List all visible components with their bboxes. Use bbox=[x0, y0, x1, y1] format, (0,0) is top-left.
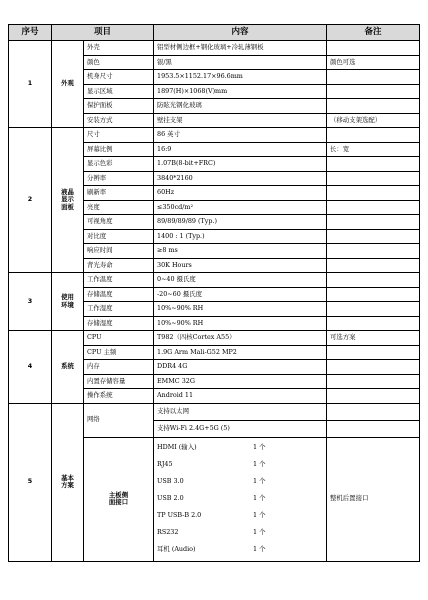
item-note: （移动支架选配） bbox=[327, 113, 420, 128]
port-count: 1 个 bbox=[253, 511, 266, 520]
port-name: RJ45 bbox=[157, 460, 173, 469]
item-value: 1400 : 1 (Typ.) bbox=[154, 229, 327, 244]
item-label: 保护面板 bbox=[84, 99, 154, 114]
item-note bbox=[327, 389, 420, 404]
item-note bbox=[327, 171, 420, 186]
category-line: 基本 bbox=[61, 473, 74, 482]
section-number: 5 bbox=[9, 403, 52, 561]
section-category bbox=[52, 403, 84, 561]
item-note bbox=[327, 70, 420, 85]
item-label: 内置存储容量 bbox=[84, 374, 154, 389]
ports-label-line: 主板侧 bbox=[108, 490, 129, 499]
item-note bbox=[327, 244, 420, 259]
table-row bbox=[9, 403, 420, 420]
item-note bbox=[327, 258, 420, 273]
item-label: 显示区域 bbox=[84, 84, 154, 99]
item-note bbox=[327, 360, 420, 375]
section-number: 3 bbox=[9, 273, 52, 331]
item-note: 整机后置接口 bbox=[327, 437, 420, 561]
port-name: USB 2.0 bbox=[157, 494, 184, 503]
port-row bbox=[157, 525, 323, 542]
table-row bbox=[9, 41, 420, 56]
item-note bbox=[327, 273, 420, 288]
item-label: 响应时间 bbox=[84, 244, 154, 259]
table-header bbox=[9, 25, 420, 41]
item-value: 16:9 bbox=[154, 142, 327, 157]
item-note bbox=[327, 345, 420, 360]
category-line: 使用 bbox=[61, 293, 74, 302]
section-category bbox=[52, 273, 84, 331]
item-value: 89/89/89/89 (Typ.) bbox=[154, 215, 327, 230]
item-value: 1.07B(8-bit+FRC) bbox=[154, 157, 327, 172]
ports-list bbox=[154, 437, 327, 561]
port-count: 1 个 bbox=[253, 494, 266, 503]
item-label: 安装方式 bbox=[84, 113, 154, 128]
item-note bbox=[327, 302, 420, 317]
item-value: 10%~90% RH bbox=[154, 302, 327, 317]
header-num: 序号 bbox=[9, 25, 52, 41]
category-line: 方案 bbox=[61, 481, 74, 489]
item-value: 防眩光钢化玻璃 bbox=[154, 99, 327, 114]
item-note bbox=[327, 128, 420, 143]
item-note bbox=[327, 316, 420, 331]
item-value: 1953.5×1152.17×96.6mm bbox=[154, 70, 327, 85]
port-count: 1 个 bbox=[253, 528, 266, 537]
port-name: 耳机 (Audio) bbox=[157, 545, 196, 554]
port-row bbox=[157, 440, 323, 457]
item-value: 30K Hours bbox=[154, 258, 327, 273]
item-note bbox=[327, 99, 420, 114]
item-value: DDR4 4G bbox=[154, 360, 327, 375]
spec-sheet bbox=[8, 24, 419, 562]
item-label: CPU 主频 bbox=[84, 345, 154, 360]
item-label: 屏幕比例 bbox=[84, 142, 154, 157]
ports-label-line: 面接口 bbox=[108, 498, 129, 506]
item-note bbox=[327, 403, 420, 420]
item-label: 外壳 bbox=[84, 41, 154, 56]
item-label: 亮度 bbox=[84, 200, 154, 215]
item-value: 1.9G Arm Mali-G52 MP2 bbox=[154, 345, 327, 360]
category-line: 环境 bbox=[61, 300, 74, 309]
item-label: 显示色彩 bbox=[84, 157, 154, 172]
item-label: CPU bbox=[84, 331, 154, 346]
category-line: 液晶 bbox=[61, 188, 74, 197]
item-note bbox=[327, 229, 420, 244]
item-label: 内存 bbox=[84, 360, 154, 375]
table-row bbox=[9, 331, 420, 346]
port-name: RS232 bbox=[157, 528, 179, 537]
item-note bbox=[327, 420, 420, 437]
item-note bbox=[327, 287, 420, 302]
item-value: ≥8 ms bbox=[154, 244, 327, 259]
ports-label bbox=[84, 437, 154, 561]
header-item: 项目 bbox=[52, 25, 154, 41]
item-value: ≤350cd/m² bbox=[154, 200, 327, 215]
port-row bbox=[157, 457, 323, 474]
port-count: 1 个 bbox=[253, 545, 266, 554]
header-note: 备注 bbox=[327, 25, 420, 41]
item-label: 刷新率 bbox=[84, 186, 154, 201]
port-row bbox=[157, 474, 323, 491]
item-note bbox=[327, 84, 420, 99]
item-value: EMMC 32G bbox=[154, 374, 327, 389]
item-value: 60Hz bbox=[154, 186, 327, 201]
item-label: 机身尺寸 bbox=[84, 70, 154, 85]
item-label: 对比度 bbox=[84, 229, 154, 244]
port-row bbox=[157, 491, 323, 508]
item-note bbox=[327, 374, 420, 389]
item-note bbox=[327, 215, 420, 230]
port-name: TP USB-B 2.0 bbox=[157, 511, 202, 520]
item-note bbox=[327, 200, 420, 215]
item-value: 支持以太网 bbox=[154, 403, 327, 420]
port-name: HDMI (输入) bbox=[157, 443, 197, 452]
header-content: 内容 bbox=[154, 25, 327, 41]
item-label: 尺寸 bbox=[84, 128, 154, 143]
item-label: 背光寿命 bbox=[84, 258, 154, 273]
item-note bbox=[327, 41, 420, 56]
item-label: 存储温度 bbox=[84, 287, 154, 302]
item-value: T982（四核Cortex A55） bbox=[154, 331, 327, 346]
item-label: 可视角度 bbox=[84, 215, 154, 230]
item-note: 可选方案 bbox=[327, 331, 420, 346]
item-value: 支持Wi-Fi 2.4G+5G (5) bbox=[154, 420, 327, 437]
table-row bbox=[9, 128, 420, 143]
port-count: 1 个 bbox=[253, 477, 266, 486]
category-line: 显示 bbox=[61, 195, 74, 204]
item-label: 颜色 bbox=[84, 55, 154, 70]
item-value: Android 11 bbox=[154, 389, 327, 404]
section-category bbox=[52, 128, 84, 273]
item-note bbox=[327, 157, 420, 172]
item-value: 1897(H)×1068(V)mm bbox=[154, 84, 327, 99]
item-value: 铝型材侧边框+钢化玻璃+冷轧薄钢板 bbox=[154, 41, 327, 56]
port-count: 1 个 bbox=[253, 443, 266, 452]
ports-table bbox=[157, 440, 323, 559]
item-label: 操作系统 bbox=[84, 389, 154, 404]
port-row bbox=[157, 508, 323, 525]
item-value: 10%~90% RH bbox=[154, 316, 327, 331]
item-note bbox=[327, 186, 420, 201]
section-category: 系统 bbox=[52, 331, 84, 404]
item-note: 颜色可选 bbox=[327, 55, 420, 70]
item-note: 长：宽 bbox=[327, 142, 420, 157]
section-number: 1 bbox=[9, 41, 52, 128]
item-value: 壁挂支架 bbox=[154, 113, 327, 128]
item-value: 银/黑 bbox=[154, 55, 327, 70]
table-row bbox=[9, 273, 420, 288]
section-number: 2 bbox=[9, 128, 52, 273]
item-label: 网络 bbox=[84, 403, 154, 437]
item-label: 工作湿度 bbox=[84, 302, 154, 317]
section-category: 外观 bbox=[52, 41, 84, 128]
item-label: 存储湿度 bbox=[84, 316, 154, 331]
section-number: 4 bbox=[9, 331, 52, 404]
item-label: 工作温度 bbox=[84, 273, 154, 288]
port-name: USB 3.0 bbox=[157, 477, 184, 486]
item-value: -20~60 摄氏度 bbox=[154, 287, 327, 302]
item-label: 分辨率 bbox=[84, 171, 154, 186]
port-row bbox=[157, 542, 323, 559]
item-value: 0~40 摄氏度 bbox=[154, 273, 327, 288]
item-value: 3840*2160 bbox=[154, 171, 327, 186]
category-line: 面板 bbox=[61, 202, 74, 211]
spec-table bbox=[8, 24, 420, 562]
port-count: 1 个 bbox=[253, 460, 266, 469]
item-value: 86 英寸 bbox=[154, 128, 327, 143]
